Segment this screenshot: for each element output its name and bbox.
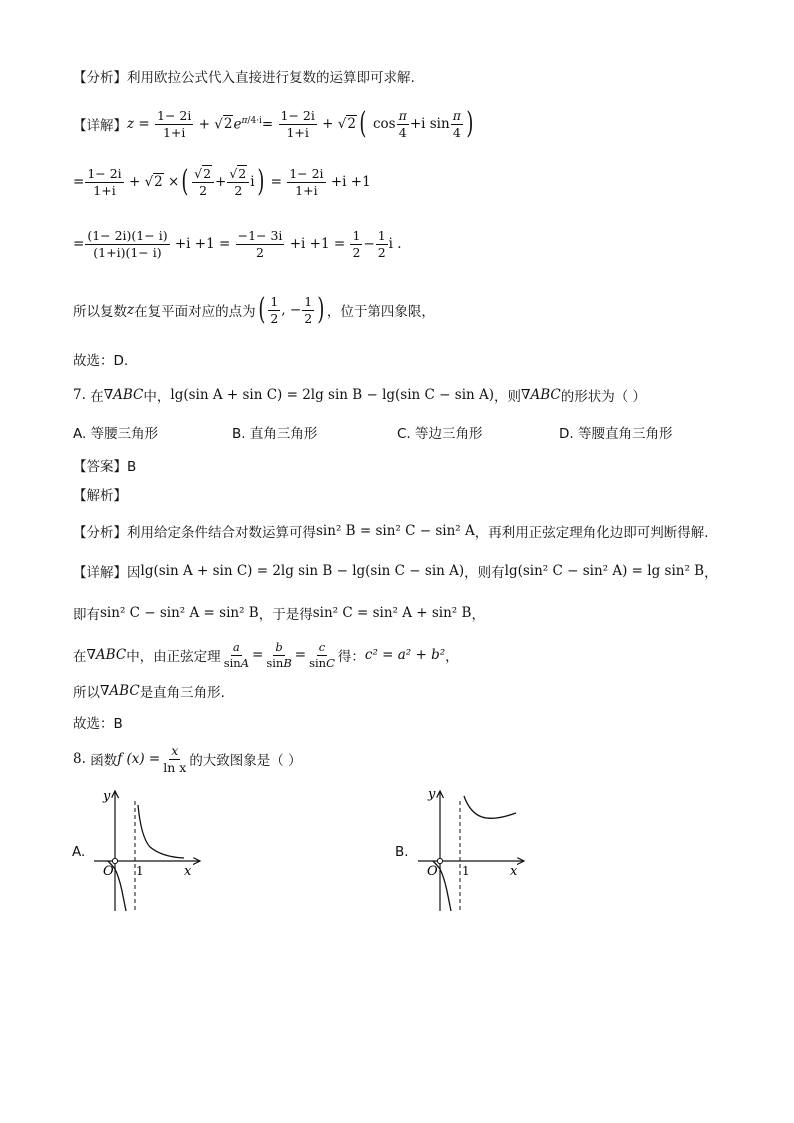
q7-number: 7. bbox=[73, 387, 86, 403]
q7-stem-d: 的形状为（ ） bbox=[560, 389, 646, 405]
q6-point-x: $\frac{1}{2}$ bbox=[270, 293, 279, 326]
q7-stem-triangle: ∇ABC bbox=[103, 387, 144, 403]
q6-point-y: $\frac{1}{2}$ bbox=[304, 293, 313, 326]
q7-analysis-line bbox=[73, 521, 709, 541]
q8-stem-b: 的大致图象是（ ） bbox=[189, 753, 302, 769]
q6-conclusion-z: z bbox=[127, 302, 135, 318]
graph-b bbox=[412, 785, 532, 915]
q7-detail-line-2 bbox=[73, 603, 485, 623]
graph-a-label: A. bbox=[72, 844, 86, 860]
q6-formula-frac-2: $\frac{1- 2i}{1+i}$ bbox=[280, 107, 315, 140]
q7-detail-c: ， bbox=[704, 565, 718, 581]
q7-line3-equation: c² = a² + b² bbox=[364, 647, 446, 663]
q7-analysis-equation: sin² B = sin² C − sin² A bbox=[316, 523, 475, 539]
q7-stem bbox=[73, 385, 646, 405]
q7-detail-equation-2: lg(sin² C − sin² A) = lg sin² B bbox=[504, 563, 705, 579]
q6-detail-label: 【详解】 bbox=[73, 118, 127, 134]
q6-formula-frac-pi4-a: $\frac{\pi}{4}$ bbox=[398, 107, 407, 140]
q7-line2-equation-1: sin² C − sin² A = sin² B bbox=[100, 605, 259, 621]
q7-line4-b: 是直角三角形. bbox=[139, 685, 225, 701]
graph-a-origin-point bbox=[112, 858, 117, 863]
q8-stem-f: f (x) = bbox=[117, 751, 161, 767]
graph-a-origin-label: O bbox=[103, 864, 114, 879]
q7-line4-a: 所以 bbox=[73, 685, 100, 701]
q6-formula-frac-4: $\frac{1- 2i}{1+i}$ bbox=[289, 165, 324, 198]
q6-conclusion-a: 所以复数 bbox=[73, 304, 127, 320]
q8-stem-a: 函数 bbox=[90, 753, 118, 769]
q7-jiexi-label: 【解析】 bbox=[73, 488, 127, 504]
q6-formula-z: z bbox=[127, 116, 135, 132]
q7-analysis-b: ，再利用正弦定理角化边即可判断得解. bbox=[474, 525, 709, 541]
q6-formula-frac-5: $\frac{(1- 2i)(1- i)}{(1+i)(1- i)}$ bbox=[87, 227, 168, 260]
q6-analysis-text: 利用欧拉公式代入直接进行复数的运算即可求解. bbox=[127, 70, 415, 86]
q7-detail-label: 【详解】 bbox=[73, 565, 127, 581]
graph-a bbox=[88, 785, 208, 915]
q6-analysis-line bbox=[73, 66, 415, 86]
q6-analysis-label: 【分析】 bbox=[73, 70, 127, 86]
graph-b-x-label: x bbox=[510, 864, 518, 879]
q7-line2-a: 即有 bbox=[73, 607, 100, 623]
graph-a-tick-1: 1 bbox=[136, 864, 144, 878]
q7-option-b: B. 直角三角形 bbox=[232, 426, 318, 442]
graph-b-label: B. bbox=[395, 844, 409, 860]
q6-formula-frac-sqrt2-a: $\frac{√2}{2}$ bbox=[192, 167, 214, 198]
q6-formula-frac-sqrt2-b: $\frac{√2}{2}$ bbox=[227, 167, 249, 198]
q8-stem-num: x bbox=[171, 742, 179, 758]
graph-b-origin-label: O bbox=[427, 864, 438, 879]
q6-conclusion-c: ，位于第四象限， bbox=[326, 304, 435, 320]
q7-line3-triangle: ∇ABC bbox=[86, 647, 127, 663]
q6-formula-frac-1: $\frac{1- 2i}{1+i}$ bbox=[157, 107, 192, 140]
q7-stem-equation: lg(sin A + sin C) = 2lg sin B − lg(sin C − sin A) bbox=[170, 387, 495, 403]
q7-stem-c: ，则 bbox=[494, 389, 522, 405]
q7-analysis-label: 【分析】 bbox=[73, 525, 127, 541]
q7-detail-b: ，则有 bbox=[464, 565, 505, 581]
q7-detail-a: 因 bbox=[127, 565, 141, 581]
q7-line2-equation-2: sin² C = sin² A + sin² B bbox=[312, 605, 472, 621]
graph-b-right-branch bbox=[464, 796, 516, 818]
q7-frac-a: $\frac{a}{\sin A}$ bbox=[223, 639, 249, 670]
q7-line3-b: 中，由正弦定理 bbox=[126, 649, 221, 665]
q7-stem-a: 在 bbox=[90, 389, 104, 405]
q6-formula-frac-3: $\frac{1- 2i}{1+i}$ bbox=[87, 165, 122, 198]
q6-conclusion-line: 所以复数 z 在复平面对应的点为 ( $\frac{1}{2}$ , − $\frac{1}{2}$ ) ，位于第四象限， bbox=[73, 292, 435, 327]
q7-option-c: C. 等边三角形 bbox=[397, 426, 483, 442]
q8-number: 8. bbox=[73, 751, 86, 767]
q7-detail-line-3: 在 ∇ABC 中，由正弦定理 $\frac{a}{\sin A}$ = $\frac{b}{\sin B}$ = $\frac{c}{\sin C}$ 得： c² = a² + b² ， bbox=[73, 639, 459, 670]
q6-detail-line-2: = $\frac{1- 2i}{1+i}$ + √2 × ( $\frac{√2}{2}$ + $\frac{√2}{2}$ i ) = $\frac{1- 2i}{1+i}$ +i +1 bbox=[73, 164, 371, 199]
q6-detail-line-3: = $\frac{(1- 2i)(1- i)}{(1+i)(1- i)}$ +i +1 = $\frac{-1- 3i}{2}$ +i +1 = $\frac{1}{2}$ − $\frac{1}{2}$ i . bbox=[73, 227, 402, 260]
q6-conclusion-b: 在复平面对应的点为 bbox=[134, 304, 256, 320]
q7-analysis-a: 利用给定条件结合对数运算可得 bbox=[127, 525, 316, 541]
graph-a-y-label: y bbox=[103, 789, 111, 804]
q7-frac-c: $\frac{c}{\sin C}$ bbox=[309, 639, 335, 670]
graph-a-x-label: x bbox=[184, 864, 192, 879]
q8-stem bbox=[73, 739, 302, 779]
q8-stem-fraction bbox=[161, 744, 188, 775]
q7-stem-triangle-2: ∇ABC bbox=[521, 387, 561, 403]
q7-detail-line-1 bbox=[73, 561, 718, 581]
q6-formula-frac-6: $\frac{-1- 3i}{2}$ bbox=[237, 227, 283, 260]
q7-options bbox=[73, 422, 773, 440]
q7-line2-b: ，于是得 bbox=[258, 607, 313, 623]
graph-b-y-label: y bbox=[428, 787, 436, 802]
q6-formula-frac-half-b: $\frac{1}{2}$ bbox=[377, 227, 386, 260]
q7-line4-triangle: ∇ABC bbox=[100, 683, 140, 699]
q7-option-a: A. 等腰三角形 bbox=[73, 426, 159, 442]
graph-a-right-branch bbox=[138, 805, 184, 858]
q7-line3-d: ， bbox=[445, 649, 459, 665]
graph-b-tick-1: 1 bbox=[462, 864, 470, 878]
q7-option-d: D. 等腰直角三角形 bbox=[559, 426, 673, 442]
q6-formula-frac-pi4-b: $\frac{\pi}{4}$ bbox=[452, 107, 461, 140]
q7-line2-c: ， bbox=[471, 607, 485, 623]
graph-b-origin-point bbox=[437, 858, 442, 863]
q6-choice: 故选：D. bbox=[73, 353, 129, 369]
q6-detail-line-1: 【详解】 z = $\frac{1- 2i}{1+i}$ + $√2e^{\pi/4\cdot i}=$ $\frac{1- 2i}{1+i}$ + √2 ( cos $\frac{\pi}{4}$ +i sin $\frac{\pi}{4}$ ) bbox=[73, 106, 474, 141]
q7-stem-b: 中， bbox=[143, 389, 171, 405]
q7-detail-equation-1: lg(sin A + sin C) = 2lg sin B − lg(sin C − sin A) bbox=[140, 563, 465, 579]
q8-stem-den: ln x bbox=[163, 759, 187, 775]
q6-formula-frac-half-a: $\frac{1}{2}$ bbox=[352, 227, 361, 260]
q7-frac-b: $\frac{b}{\sin B}$ bbox=[266, 639, 292, 670]
q7-choice: 故选：B bbox=[73, 716, 123, 732]
q7-line3-a: 在 bbox=[73, 649, 87, 665]
q7-line3-c: 得： bbox=[337, 649, 365, 665]
q7-detail-line-4 bbox=[73, 681, 225, 701]
q7-answer: 【答案】B bbox=[73, 459, 137, 475]
